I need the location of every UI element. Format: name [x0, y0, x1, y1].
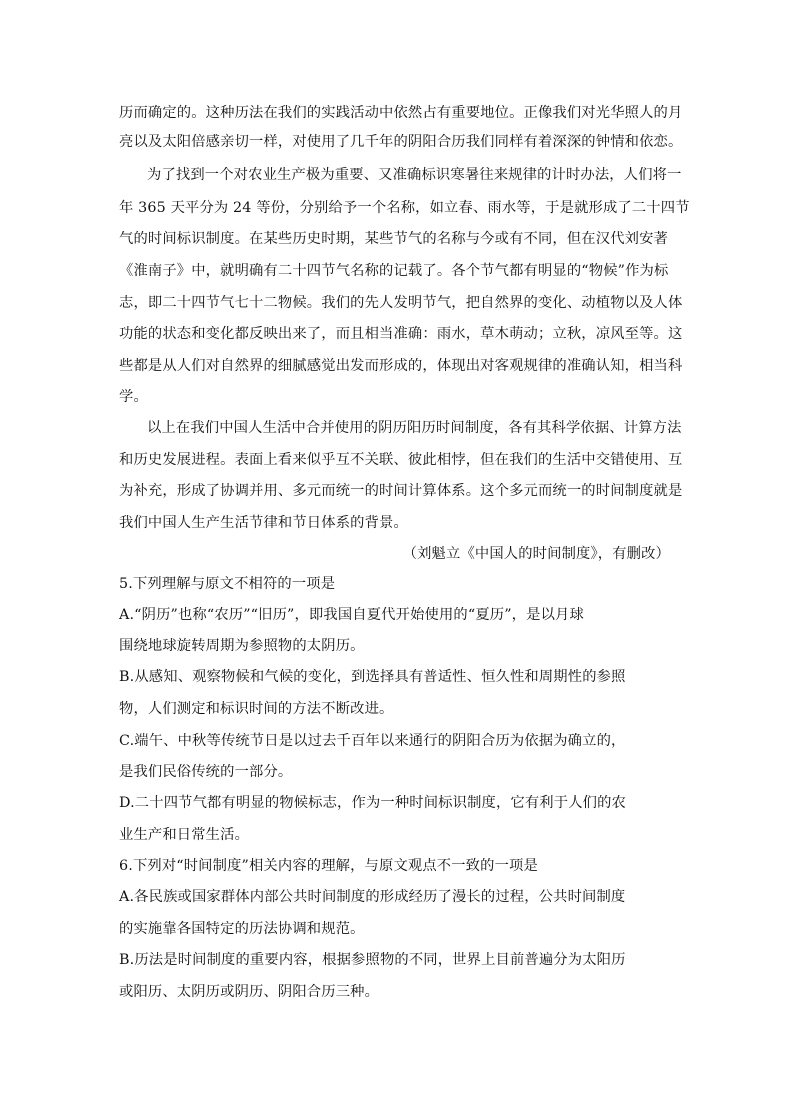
article-line: 亮以及太阳倍感亲切一样，对使用了几千年的阴阳合历我们同样有着深深的钟情和依恋。 [119, 134, 683, 150]
question-stem: 6.下列对“时间制度”相关内容的理解，与原文观点不一致的一项是 [119, 858, 538, 874]
question-option-line: 围绕地球旋转周期为参照物的太阴历。 [119, 638, 365, 654]
question-option-line: B.从感知、观察物候和气候的变化，到选择具有普适性、恒久性和周期性的参照 [119, 669, 626, 685]
article-line: 学。 [119, 389, 148, 405]
question-option-line: B.历法是时间制度的重要内容，根据参照物的不同，世界上目前普遍分为太阳历 [119, 952, 626, 968]
article-line: 功能的状态和变化都反映出来了，而且相当准确：雨水，草木萌动；立秋，凉风至等。这 [119, 326, 683, 342]
question-option-line: D.二十四节气都有明显的物候标志，作为一种时间标识制度，它有利于人们的农 [119, 795, 626, 811]
question-option-line: 是我们民俗传统的一部分。 [119, 764, 293, 780]
question-option-line: 物，人们测定和标识时间的方法不断改进。 [119, 701, 394, 717]
article-line: 我们中国人生产生活节律和节日体系的背景。 [119, 515, 408, 531]
question-option-line: A.各民族或国家群体内部公共时间制度的形成经历了漫长的过程，公共时间制度 [119, 889, 626, 905]
article-line: 志，即二十四节气七十二物候。我们的先人发明节气，把自然界的变化、动植物以及人体 [119, 295, 683, 311]
question-option-line: C.端午、中秋等传统节日是以过去千百年以来通行的阴阳合历为依据为确立的， [119, 733, 626, 749]
article-line: 和历史发展进程。表面上看来似乎互不关联、彼此相悖，但在我们的生活中交错使用、互 [119, 452, 683, 468]
article-line: 以上在我们中国人生活中合并使用的阴历阳历时间制度，各有其科学依据、计算方法 [147, 420, 682, 436]
question-option-line: 的实施靠各国特定的历法协调和规范。 [119, 921, 365, 937]
question-option-line: 业生产和日常生活。 [119, 827, 250, 843]
article-line: 为了找到一个对农业生产极为重要、又准确标识寒暑往来规律的计时办法，人们将一 [147, 167, 682, 183]
article-line: 些都是从人们对自然界的细腻感觉出发而形成的，体现出对客观规律的准确认知，相当科 [119, 358, 683, 374]
question-stem: 5.下列理解与原文不相符的一项是 [119, 576, 336, 592]
article-line: 为补充，形成了协调并用、多元而统一的时间计算体系。这个多元而统一的时间制度就是 [119, 483, 683, 499]
article-line: 《淮南子》中，就明确有二十四节气名称的记载了。各个节气都有明显的“物候”作为标 [119, 263, 669, 279]
article-line: 历而确定的。这种历法在我们的实践活动中依然占有重要地位。正像我们对光华照人的月 [119, 105, 683, 121]
article-source: （刘魁立《中国人的时间制度》，有删改） [402, 546, 670, 562]
question-option-line: 或阳历、太阴历或阴历、阴阳合历三种。 [119, 984, 380, 1000]
question-option-line: A.“阴历”也称“农历”“旧历”，即我国自夏代开始使用的“夏历”，是以月球 [119, 607, 584, 623]
article-line: 气的时间标识制度。在某些历史时期，某些节气的名称与今或有不同，但在汉代刘安著 [119, 231, 668, 247]
article-line: 年 365 天平分为 24 等份，分别给予一个名称，如立春、雨水等，于是就形成了二十四节 [119, 200, 690, 216]
